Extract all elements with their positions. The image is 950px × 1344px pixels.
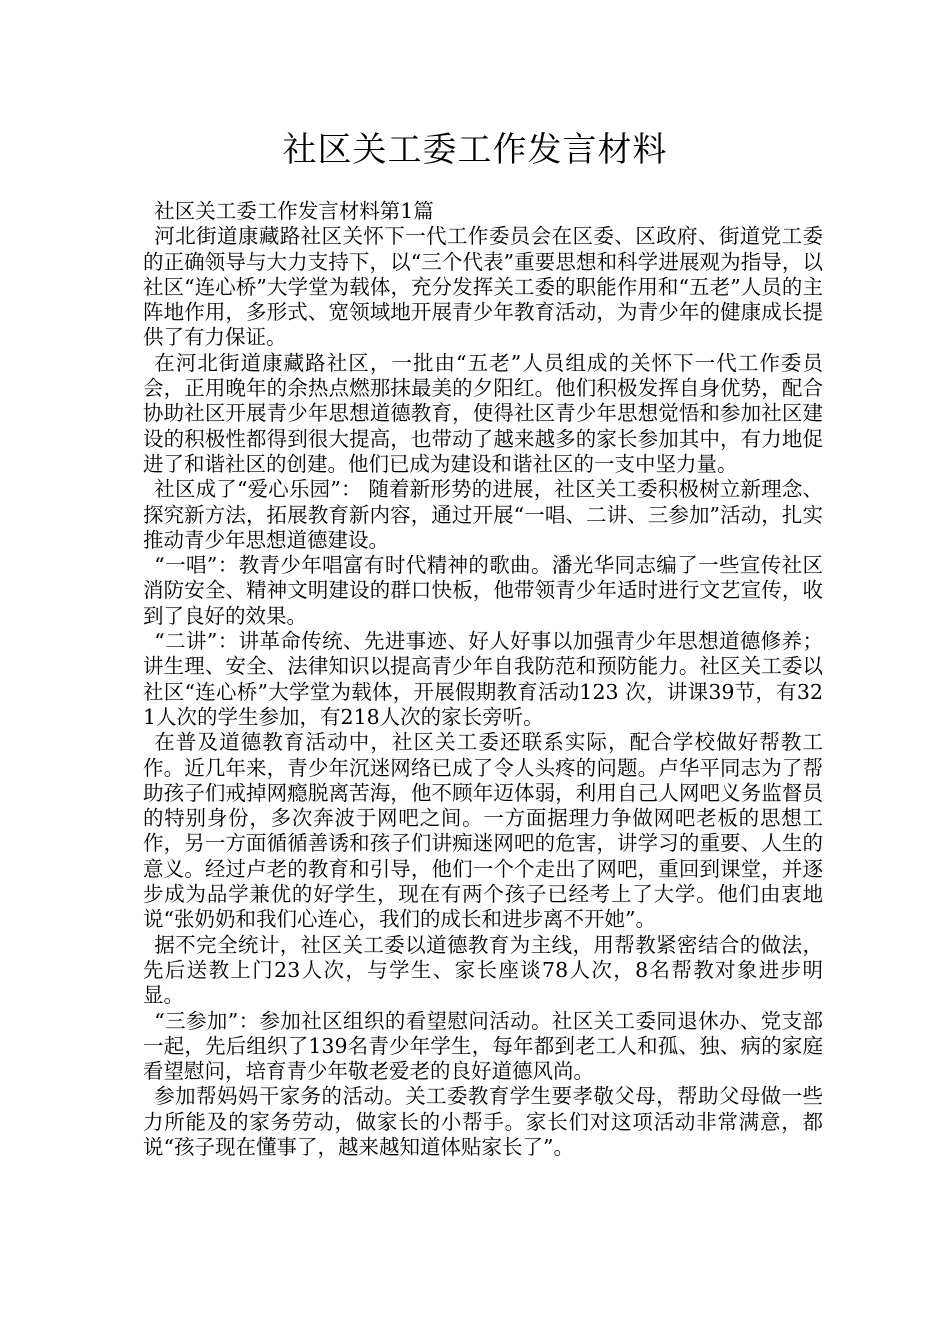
paragraph-one-sing: “一唱”：教青少年唱富有时代精神的歌曲。潘光华同志编了一些宣传社区消防安全、精神文明建设的群口快板，他带领青少年适时进行文艺宣传，收到了良好的效果。 — [143, 553, 823, 628]
paragraph-five-elders: 在河北街道康藏路社区，一批由“五老”人员组成的关怀下一代工作委员会，正用晚年的余热点燃那抹最美的夕阳红。他们积极发挥自身优势，配合协助社区开展青少年思想道德教育，使得社区青少年思想觉悟和参加社区建设的积极性都得到很大提高，也带动了越来越多的家长参加其中，有力地促进了和谐社区的创建。他们已成为建设和谐社区的一支中坚力量。 — [143, 350, 823, 476]
paragraph-two-lectures: “二讲”：讲革命传统、先进事迹、好人好事以加强青少年思想道德修养；讲生理、安全、法律知识以提高青少年自我防范和预防能力。社区关工委以社区“连心桥”大学堂为载体，开展假期教育活动123 次，讲课39节，有321人次的学生参加，有218人次的家长旁听。 — [143, 629, 823, 729]
section-heading: 社区关工委工作发言材料第1篇 — [154, 199, 434, 223]
paragraph-housework: 参加帮妈妈干家务的活动。关工委教育学生要孝敬父母，帮助父母做一些力所能及的家务劳动，做家长的小帮手。家长们对这项活动非常满意，都说“孩子现在懂事了，越来越知道体贴家长了”。 — [143, 1084, 823, 1159]
paragraph-moral-education: 在普及道德教育活动中，社区关工委还联系实际，配合学校做好帮教工作。近几年来，青少年沉迷网络已成了令人头疼的问题。卢华平同志为了帮助孩子们戒掉网瘾脱离苦海，他不顾年迈体弱，利用自己人网吧义务监督员的特别身份，多次奔波于网吧之间。一方面据理力争做网吧老板的思想工作，另一方面循循善诱和孩子们讲痴迷网吧的危害，讲学习的重要、人生的意义。经过卢老的教育和引导，他们一个个走出了网吧，重回到课堂，并逐步成为品学兼优的好学生，现在有两个孩子已经考上了大学。他们由衷地说“张奶奶和我们心连心，我们的成长和进步离不开她”。 — [143, 730, 823, 932]
document-title: 社区关工委工作发言材料 — [282, 130, 668, 170]
paragraph-love-garden: 社区成了“爱心乐园”： 随着新形势的进展，社区关工委积极树立新理念、探究新方法，拓展教育新内容，通过开展“一唱、二讲、三参加”活动，扎实推动青少年思想道德建设。 — [143, 477, 823, 552]
paragraph-statistics: 据不完全统计，社区关工委以道德教育为主线，用帮教紧密结合的做法，先后送教上门23人次，与学生、家长座谈78人次，8名帮教对象进步明显。 — [143, 932, 823, 1008]
paragraph-intro: 河北街道康藏路社区关怀下一代工作委员会在区委、区政府、街道党工委的正确领导与大力支持下，以“三个代表”重要思想和科学进展观为指导，以社区“连心桥”大学堂为载体，充分发挥关工委的职能作用和“五老”人员的主阵地作用，多形式、宽领域地开展青少年教育活动，为青少年的健康成长提供了有力保证。 — [143, 224, 823, 350]
paragraph-three-participations: “三参加”：参加社区组织的看望慰问活动。社区关工委同退休办、党支部一起，先后组织了139名青少年学生，每年都到老工人和孤、独、病的家庭看望慰问，培育青少年敬老爱老的良好道德风尚。 — [143, 1008, 823, 1084]
document-body — [143, 199, 823, 1160]
